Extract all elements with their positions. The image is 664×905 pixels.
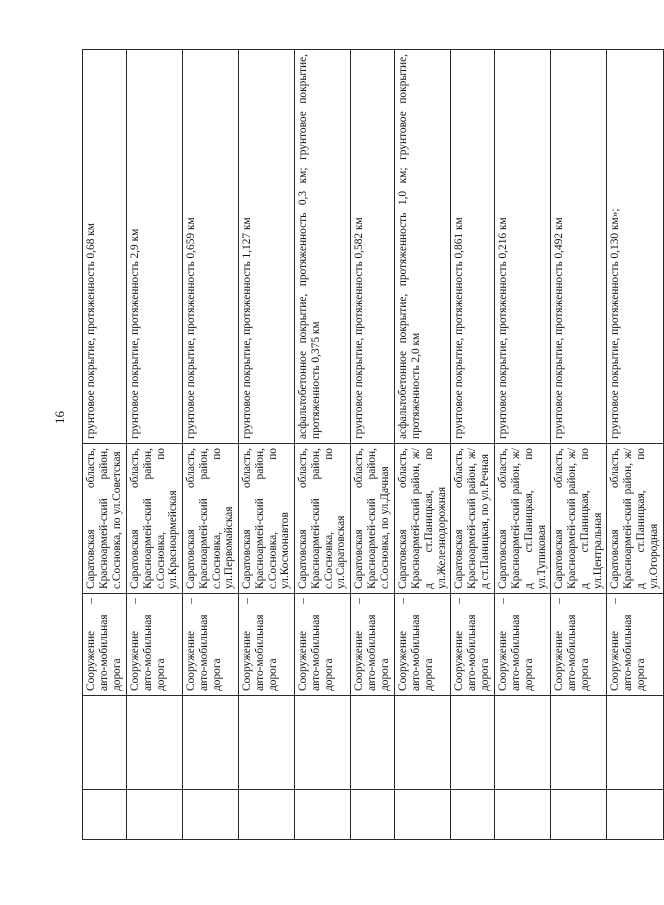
number-cell <box>239 790 295 840</box>
number-cell <box>607 790 663 840</box>
blank-cell <box>495 696 551 790</box>
number-cell <box>495 790 551 840</box>
object-type-cell: Сооружение – авто-мобильная дорога <box>239 594 295 696</box>
roads-table <box>82 49 664 840</box>
blank-cell <box>351 696 395 790</box>
description-cell: грунтовое покрытие, протяженность 0,582 км <box>351 50 395 444</box>
blank-cell <box>607 696 663 790</box>
description-cell: асфальтобетонное покрытие, протяженность 0,3 км; грунтовое покрытие, протяженность 0,375 км <box>295 50 351 444</box>
object-type-cell: Сооружение – авто-мобильная дорога <box>495 594 551 696</box>
address-cell: Саратовская область, Красноармей-ский район, с.Сосновка, по ул.Советская <box>83 444 127 594</box>
table-row <box>239 50 295 840</box>
object-type-cell: Сооружение – авто-мобильная дорога <box>83 594 127 696</box>
table-row <box>495 50 551 840</box>
blank-cell <box>239 696 295 790</box>
table-row <box>83 50 127 840</box>
address-cell: Саратовская область, Красноармей-ский район, с.Сосновка, по ул.Саратовская <box>295 444 351 594</box>
blank-cell <box>395 696 451 790</box>
description-cell: грунтовое покрытие, протяженность 0,130 км»; <box>607 50 663 444</box>
object-type-cell: Сооружение – авто-мобильная дорога <box>395 594 451 696</box>
object-type-cell: Сооружение – авто-мобильная дорога <box>127 594 183 696</box>
page-number: 16 <box>52 411 67 424</box>
address-cell: Саратовская область, Красноармей-ский район, ж/д ст.Паницкая, по ул.Центральная <box>551 444 607 594</box>
description-cell: асфальтобетонное покрытие, протяженность 1,0 км; грунтовое покрытие, протяженность 2,0 км <box>395 50 451 444</box>
number-cell <box>183 790 239 840</box>
blank-cell <box>451 696 495 790</box>
address-cell: Саратовская область, Красноармей-ский район, с.Сосновка, по ул.Дачная <box>351 444 395 594</box>
object-type-cell: Сооружение – авто-мобильная дорога <box>551 594 607 696</box>
table-row <box>351 50 395 840</box>
blank-cell <box>183 696 239 790</box>
table-row <box>451 50 495 840</box>
address-cell: Саратовская область, Красноармей-ский район, с.Сосновка, по ул.Космонавтов <box>239 444 295 594</box>
object-type-cell: Сооружение – авто-мобильная дорога <box>295 594 351 696</box>
description-cell: грунтовое покрытие, протяженность 0,68 км <box>83 50 127 444</box>
table-row <box>607 50 663 840</box>
table-row <box>183 50 239 840</box>
number-cell <box>127 790 183 840</box>
description-cell: грунтовое покрытие, протяженность 0,659 км <box>183 50 239 444</box>
number-cell <box>351 790 395 840</box>
number-cell <box>551 790 607 840</box>
number-cell <box>83 790 127 840</box>
blank-cell <box>83 696 127 790</box>
table-row <box>395 50 451 840</box>
rotated-table-wrapper <box>82 50 660 840</box>
blank-cell <box>127 696 183 790</box>
blank-cell <box>551 696 607 790</box>
description-cell: грунтовое покрытие, протяженность 0,861 км <box>451 50 495 444</box>
address-cell: Саратовская область, Красноармей-ский район, с.Сосновка, по ул.Красноармейская <box>127 444 183 594</box>
address-cell: Саратовская область, Красноармей-ский район, ж/д ст.Паницкая, по ул.Речная <box>451 444 495 594</box>
number-cell <box>451 790 495 840</box>
address-cell: Саратовская область, Красноармей-ский район, с.Сосновка, по ул.Первомайская <box>183 444 239 594</box>
description-cell: грунтовое покрытие, протяженность 0,492 км <box>551 50 607 444</box>
address-cell: Саратовская область, Красноармей-ский район, ж/д ст.Паницкая, по ул.Тупиковая <box>495 444 551 594</box>
table-row <box>127 50 183 840</box>
object-type-cell: Сооружение – авто-мобильная дорога <box>351 594 395 696</box>
address-cell: Саратовская область, Красноармей-ский район, ж/д ст.Паницкая, по ул.Железнодорожная <box>395 444 451 594</box>
description-cell: грунтовое покрытие, протяженность 0,216 км <box>495 50 551 444</box>
object-type-cell: Сооружение – авто-мобильная дорога <box>607 594 663 696</box>
table-row <box>295 50 351 840</box>
table-row <box>551 50 607 840</box>
description-cell: грунтовое покрытие, протяженность 2,9 км <box>127 50 183 444</box>
number-cell <box>295 790 351 840</box>
number-cell <box>395 790 451 840</box>
object-type-cell: Сооружение – авто-мобильная дорога <box>183 594 239 696</box>
address-cell: Саратовская область, Красноармей-ский район, ж/д ст.Паницкая, по ул.Огородная <box>607 444 663 594</box>
blank-cell <box>295 696 351 790</box>
description-cell: грунтовое покрытие, протяженность 1,127 км <box>239 50 295 444</box>
object-type-cell: Сооружение – авто-мобильная дорога <box>451 594 495 696</box>
